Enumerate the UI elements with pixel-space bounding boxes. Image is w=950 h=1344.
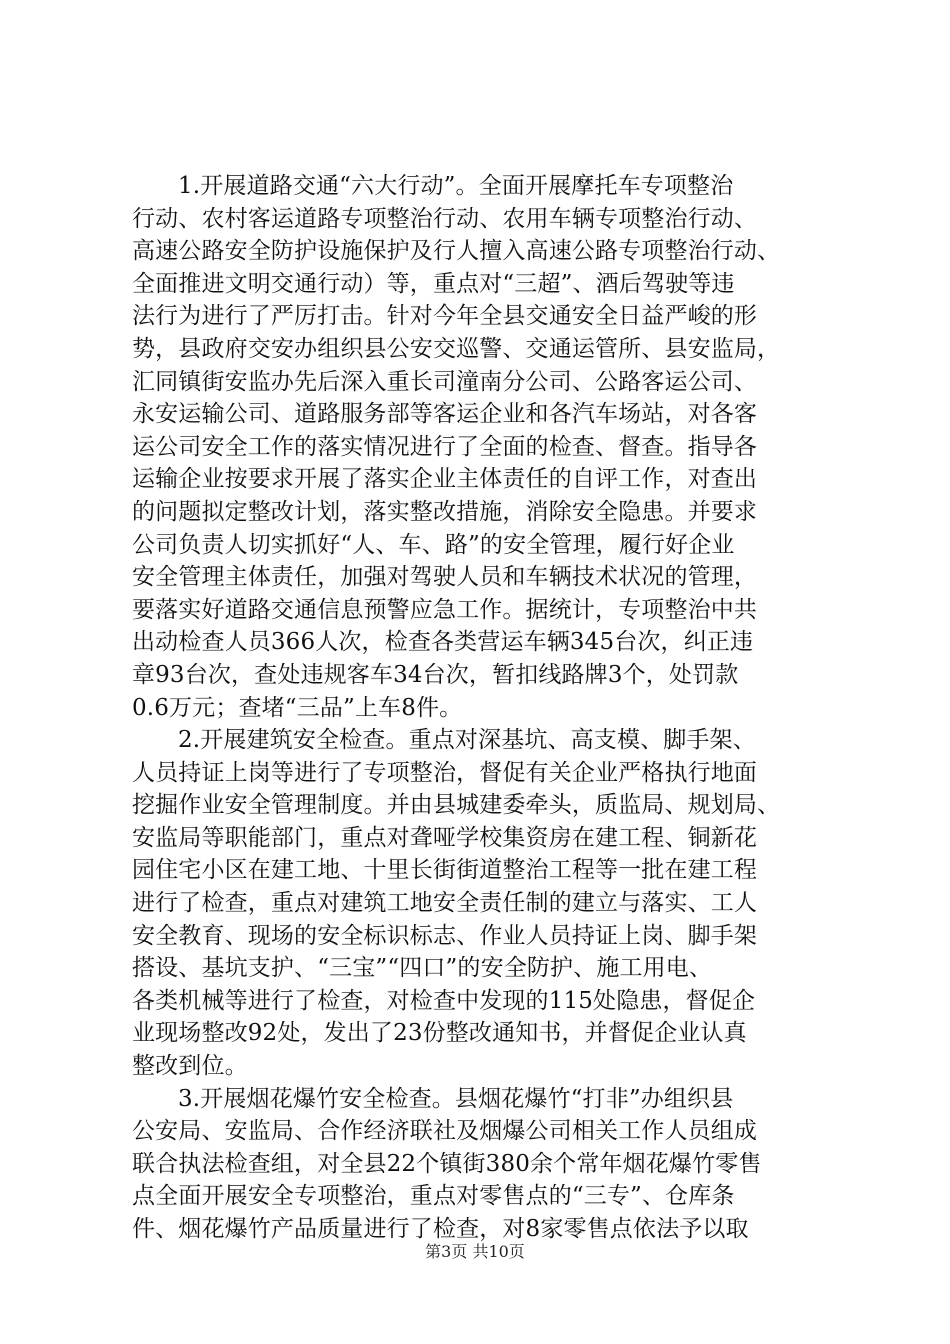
text-line: 法行为进行了严厉打击。针对今年全县交通安全日益严峻的形 [132, 303, 758, 330]
text-line: 园住宅小区在建工地、十里长街街道整治工程等一批在建工程 [132, 857, 758, 884]
text-line: 搭设、基坑支护、“三宝”“四口”的安全防护、施工用电、 [132, 955, 713, 982]
text-line: 联合执法检查组，对全县22个镇街380余个常年烟花爆竹零售 [132, 1150, 762, 1177]
text-line: 安全教育、现场的安全标识标志、作业人员持证上岗、脚手架 [132, 922, 758, 949]
text-line: 挖掘作业安全管理制度。并由县城建委牵头，质监局、规划局、 [132, 792, 781, 819]
text-line: 人员持证上岗等进行了专项整治，督促有关企业严格执行地面 [132, 759, 758, 786]
text-line: 要落实好道路交通信息预警应急工作。据统计，专项整治中共 [132, 596, 758, 623]
text-line: 安全管理主体责任，加强对驾驶人员和车辆技术状况的管理， [132, 564, 758, 591]
text-line: 业现场整改92处，发出了23份整改通知书，并督促企业认真 [132, 1020, 747, 1047]
text-line: 公司负责人切实抓好“人、车、路”的安全管理，履行好企业 [132, 531, 735, 558]
text-line: 运输企业按要求开展了落实企业主体责任的自评工作，对查出 [132, 466, 758, 493]
text-line: 公安局、安监局、合作经济联社及烟爆公司相关工作人员组成 [132, 1118, 758, 1145]
text-line: 2.开展建筑安全检查。重点对深基坑、高支模、脚手架、 [178, 727, 756, 754]
text-line: 整改到位。 [132, 1053, 248, 1080]
text-line: 安监局等职能部门，重点对聋哑学校集资房在建工程、铜新花 [132, 824, 758, 851]
text-line: 各类机械等进行了检查，对检查中发现的115处隐患，督促企 [132, 987, 756, 1014]
text-line: 行动、农村客运道路专项整治行动、农用车辆专项整治行动、 [132, 205, 758, 232]
text-line: 章93台次，查处违规客车34台次，暂扣线路牌3个，处罚款 [132, 661, 739, 688]
page-number-footer: 第3页 共10页 [425, 1242, 525, 1261]
text-line: 势，县政府交安办组织县公安交巡警、交通运管所、县安监局， [132, 335, 781, 362]
text-line: 件、烟花爆竹产品质量进行了检查，对8家零售点依法予以取 [132, 1216, 749, 1242]
text-line: 点全面开展安全专项整治，重点对零售点的“三专”、仓库条 [132, 1183, 735, 1210]
text-line: 出动检查人员366人次，检查各类营运车辆345台次，纠正违 [132, 629, 754, 656]
paragraph-fireworks-safety [132, 1083, 822, 1246]
text-line: 1.开展道路交通“六大行动”。全面开展摩托车专项整治 [178, 173, 734, 199]
paragraph-construction-safety [132, 724, 822, 1083]
text-line: 运公司安全工作的落实情况进行了全面的检查、督查。指导各 [132, 433, 758, 460]
text-line: 永安运输公司、道路服务部等客运企业和各汽车场站，对各客 [132, 401, 758, 428]
text-line: 高速公路安全防护设施保护及行人擅入高速公路专项整治行动、 [132, 238, 781, 265]
text-line: 全面推进文明交通行动）等，重点对“三超”、酒后驾驶等违 [132, 270, 735, 297]
text-line: 3.开展烟花爆竹安全检查。县烟花爆竹“打非”办组织县 [178, 1085, 734, 1112]
text-line: 0.6万元；查堵“三品”上车8件。 [132, 694, 463, 721]
text-line: 汇同镇街安监办先后深入重长司潼南分公司、公路客运公司、 [132, 368, 758, 395]
document-body [132, 170, 822, 1246]
text-line: 进行了检查，重点对建筑工地安全责任制的建立与落实、工人 [132, 890, 758, 917]
text-line: 的问题拟定整改计划，落实整改措施，消除安全隐患。并要求 [132, 498, 758, 525]
paragraph-road-traffic [132, 170, 822, 724]
